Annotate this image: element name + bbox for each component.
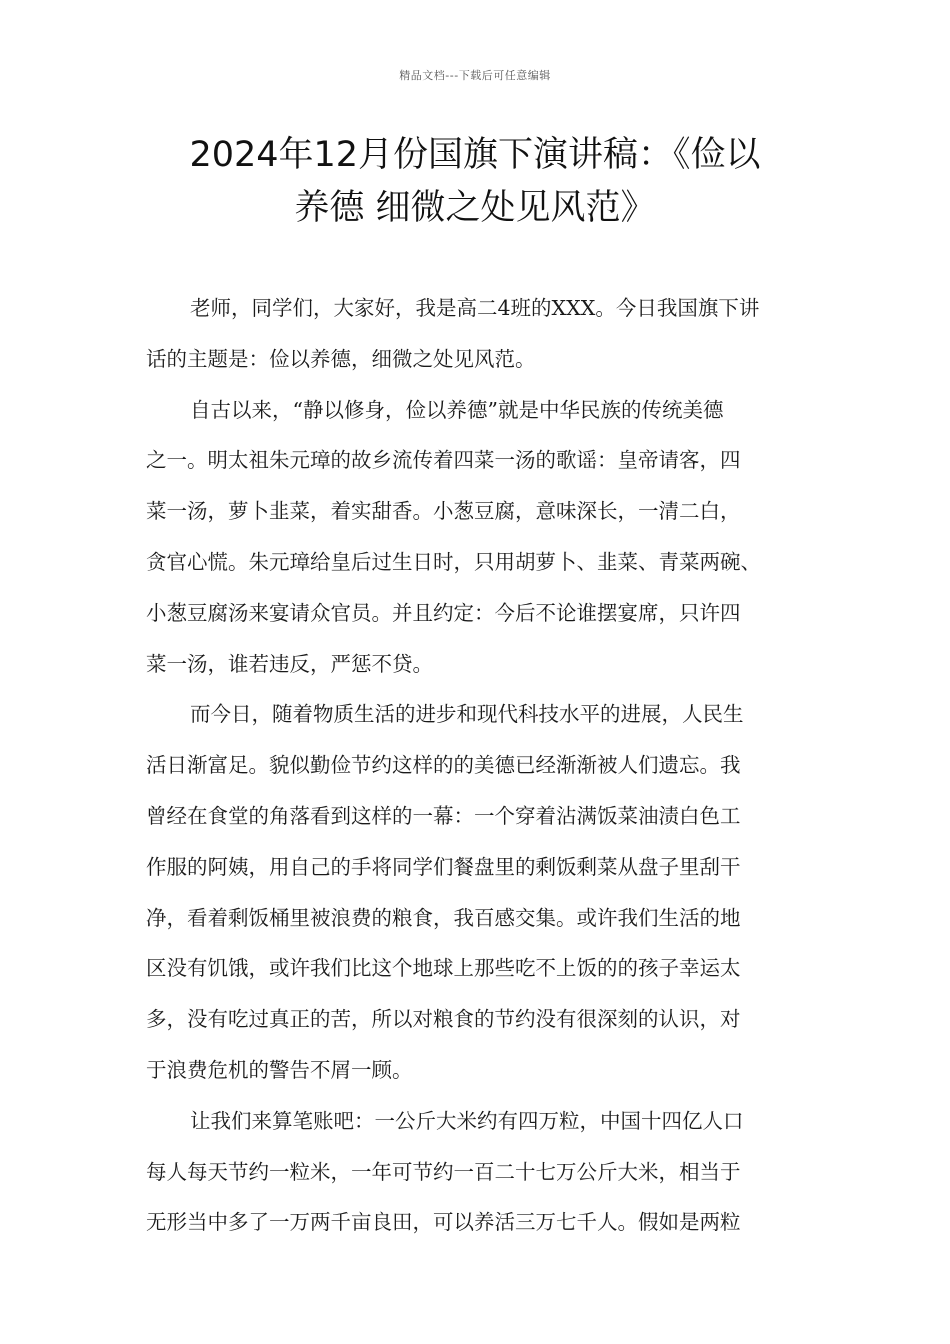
paragraph-3-line: 曾经在食堂的角落看到这样的一幕：一个穿着沾满饭菜油渍白色工	[146, 803, 741, 828]
paragraph-3-line: 作服的阿姨，用自己的手将同学们餐盘里的剩饭剩菜从盘子里刮干	[146, 854, 741, 879]
paragraph-3-line: 多，没有吃过真正的苦，所以对粮食的节约没有很深刻的认识，对	[146, 1007, 741, 1032]
paragraph-2-line: 贪官心慌。朱元璋给皇后过生日时，只用胡萝卜、韭菜、青菜两碗、	[146, 549, 761, 574]
header-note: 精品文档---下载后可任意编辑	[399, 69, 551, 82]
paragraph-2-line: 菜一汤，谁若违反，严惩不贷。	[146, 651, 433, 676]
paragraph-4-line: 每人每天节约一粒米，一年可节约一百二十七万公斤大米，相当于	[146, 1159, 741, 1184]
paragraph-4-line: 让我们来算笔账吧：一公斤大米约有四万粒，中国十四亿人口	[190, 1108, 744, 1133]
paragraph-3-line: 于浪费危机的警告不屑一顾。	[146, 1057, 413, 1082]
page-title	[120, 129, 830, 235]
paragraph-2-line: 之一。明太祖朱元璋的故乡流传着四菜一汤的歌谣：皇帝请客，四	[146, 448, 741, 473]
paragraph-2-line: 小葱豆腐汤来宴请众官员。并且约定：今后不论谁摆宴席，只许四	[146, 600, 741, 625]
paragraph-3-line: 区没有饥饿，或许我们比这个地球上那些吃不上饭的的孩子幸运太	[146, 956, 741, 981]
paragraph-3-line: 活日渐富足。貌似勤俭节约这样的的美德已经渐渐被人们遗忘。我	[146, 753, 741, 778]
paragraph-2-line: 菜一汤，萝卜韭菜，着实甜香。小葱豆腐，意味深长，一清二白，	[146, 499, 741, 524]
title-line-1: 2024年12月份国旗下演讲稿：《俭以	[189, 135, 761, 175]
paragraph-1-line: 话的主题是：俭以养德，细微之处见风范。	[146, 346, 536, 371]
paragraph-3-line: 净，看着剩饭桶里被浪费的粮食，我百感交集。或许我们生活的地	[146, 905, 741, 930]
paragraph-1-line: 老师，同学们，大家好，我是高二4班的XXX。今日我国旗下讲	[190, 296, 760, 320]
paragraph-2-line: 自古以来，“静以修身，俭以养德”就是中华民族的传统美德	[190, 397, 724, 422]
title-line-2: 养德 细微之处见风范》	[294, 188, 656, 228]
paragraph-3-line: 而今日，随着物质生活的进步和现代科技水平的进展，人民生	[190, 702, 744, 727]
paragraph-4-line: 无形当中多了一万两千亩良田，可以养活三万七千人。假如是两粒	[146, 1210, 741, 1235]
body-text	[146, 283, 816, 1248]
